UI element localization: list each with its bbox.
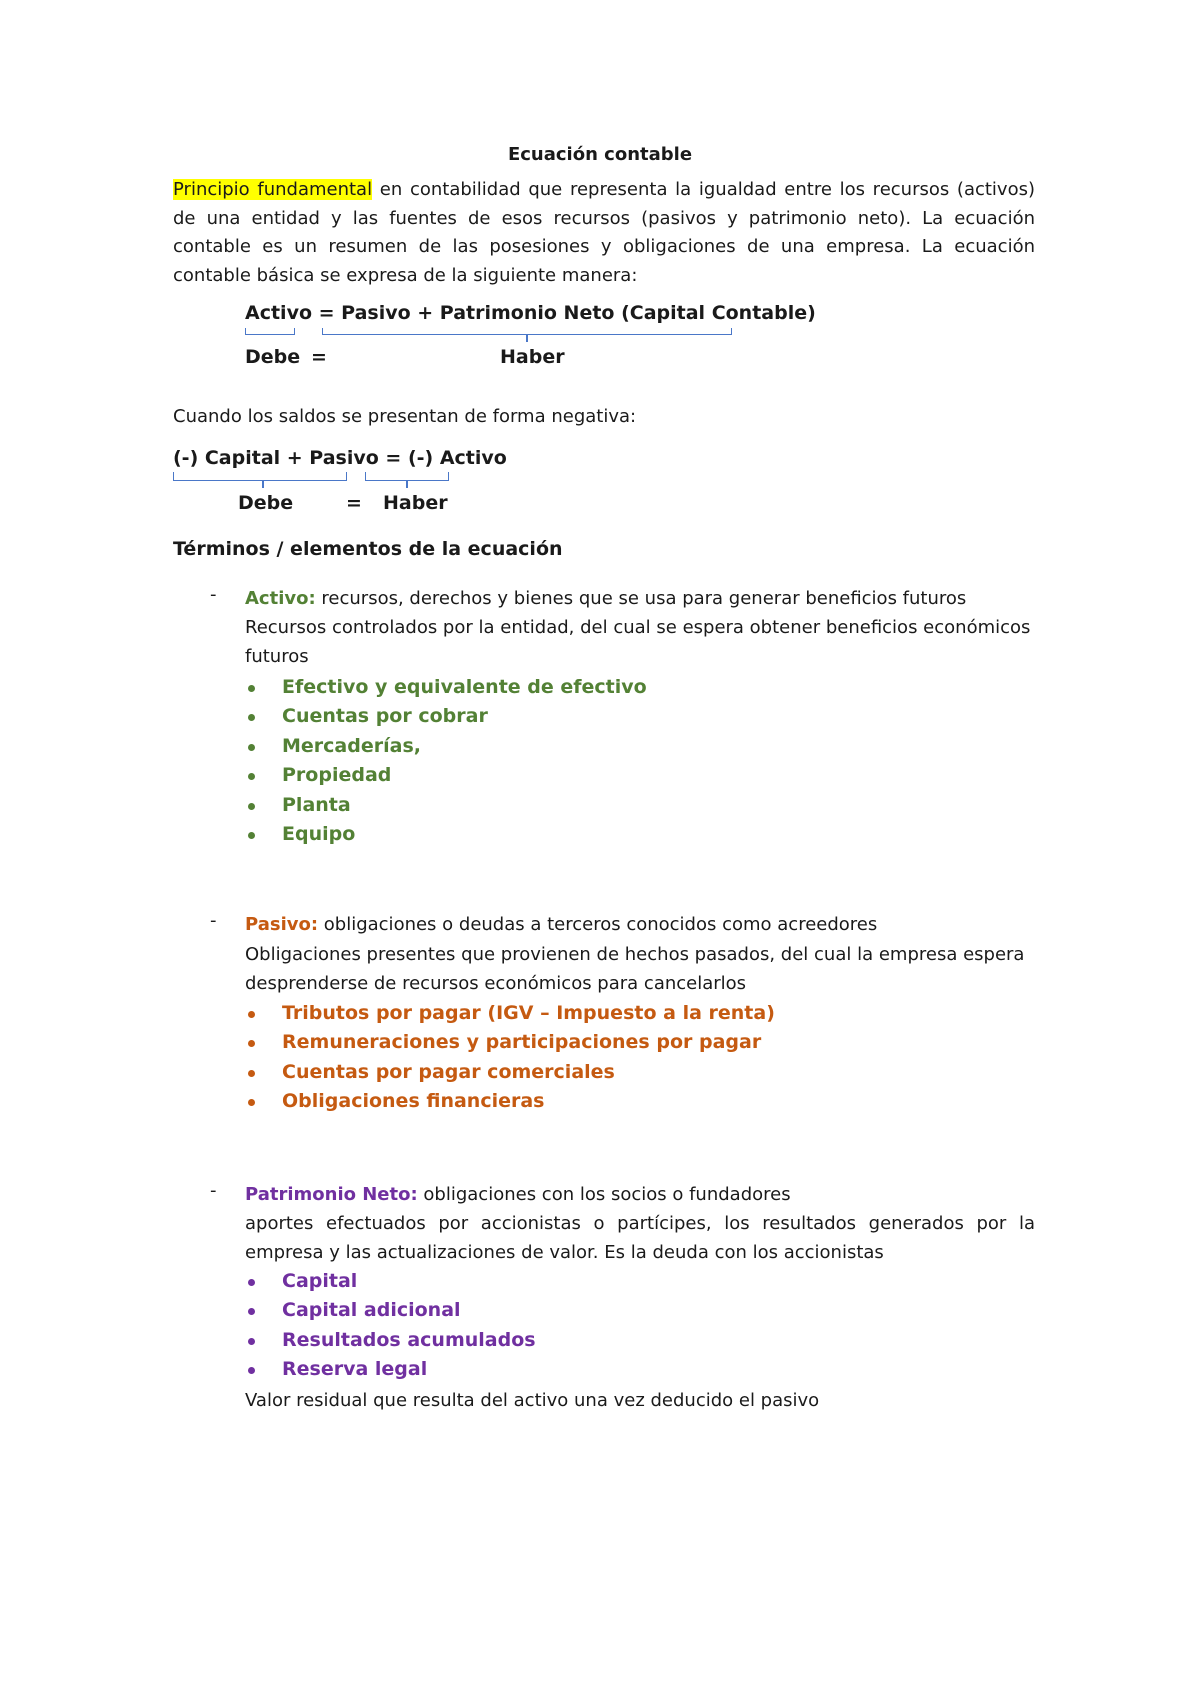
pasivo-list [245, 999, 775, 1117]
list-item: Capital adicional [245, 1296, 536, 1325]
equation-negative: (-) Capital + Pasivo = (-) Activo [173, 447, 507, 469]
patrimonio-definition: obligaciones con los socios o fundadores [417, 1184, 791, 1205]
list-item: Planta [245, 791, 647, 820]
pasivo-definition: obligaciones o deudas a terceros conocidos como acreedores [318, 914, 878, 935]
pasivo-dash: - [210, 910, 217, 931]
patrimonio-footer: Valor residual que resulta del activo una vez deducido el pasivo [245, 1390, 820, 1411]
activo-description-1: Recursos controlados por la entidad, del cual se espera obtener beneficios económicos [245, 617, 1031, 638]
highlighted-term: Principio fundamental [173, 179, 373, 200]
pasivo-description-2: desprenderse de recursos económicos para cancelarlos [245, 973, 747, 994]
debe-label-negative: Debe [238, 492, 294, 514]
debe-label: Debe [245, 346, 301, 368]
list-item: Capital [245, 1267, 536, 1296]
list-item: Equipo [245, 820, 647, 849]
activo-description-2: futuros [245, 646, 309, 667]
debe-bracket-negative [173, 472, 347, 481]
patrimonio-description: aportes efectuados por accionistas o partícipes, los resultados generados por la empresa y las actualizaciones de valor. Es la deuda con los accionistas [245, 1213, 1035, 1263]
patrimonio-label: Patrimonio Neto: [245, 1184, 418, 1205]
list-item: Propiedad [245, 761, 647, 790]
list-item: Mercaderías, [245, 732, 647, 761]
list-item: Tributos por pagar (IGV – Impuesto a la renta) [245, 999, 775, 1028]
equals-sign: = [311, 346, 327, 368]
activo-label: Activo: [245, 588, 316, 609]
list-item: Efectivo y equivalente de efectivo [245, 673, 647, 702]
activo-list [245, 673, 647, 849]
pasivo-description-1: Obligaciones presentes que provienen de hechos pasados, del cual la empresa espera [245, 944, 1025, 965]
debe-bracket [245, 328, 295, 335]
haber-label-negative: Haber [383, 492, 448, 514]
equals-sign-negative: = [346, 492, 362, 514]
page-title: Ecuación contable [507, 144, 693, 165]
list-item: Reserva legal [245, 1355, 536, 1384]
list-item: Obligaciones financieras [245, 1087, 775, 1116]
terms-heading: Términos / elementos de la ecuación [173, 538, 563, 560]
activo-dash: - [210, 584, 217, 605]
list-item: Cuentas por pagar comerciales [245, 1058, 775, 1087]
haber-bracket-tick-negative [406, 480, 408, 488]
equation-basic: Activo = Pasivo + Patrimonio Neto (Capital Contable) [245, 302, 816, 324]
pasivo-definition-line [245, 910, 877, 939]
intro-text: en contabilidad que representa la igualdad entre los recursos (activos) de una entidad y las fuentes de esos recursos (pasivos y patrimonio neto). La ecuación contable es un resumen de las posesiones y obligaciones de una empresa. La ecuación contable básica se expresa de la siguiente manera: [173, 179, 1035, 286]
patrimonio-dash: - [210, 1180, 217, 1201]
haber-bracket-tick [526, 334, 528, 342]
list-item: Cuentas por cobrar [245, 702, 647, 731]
patrimonio-list [245, 1267, 536, 1385]
negative-balance-text: Cuando los saldos se presentan de forma negativa: [173, 406, 637, 427]
activo-definition: recursos, derechos y bienes que se usa para generar beneficios futuros [315, 588, 967, 609]
intro-paragraph [173, 176, 1035, 290]
debe-bracket-tick [262, 480, 264, 488]
patrimonio-definition-line [245, 1180, 791, 1209]
list-item: Resultados acumulados [245, 1326, 536, 1355]
haber-label: Haber [500, 346, 565, 368]
activo-definition-line [245, 584, 966, 613]
pasivo-label: Pasivo: [245, 914, 319, 935]
list-item: Remuneraciones y participaciones por pagar [245, 1028, 775, 1057]
